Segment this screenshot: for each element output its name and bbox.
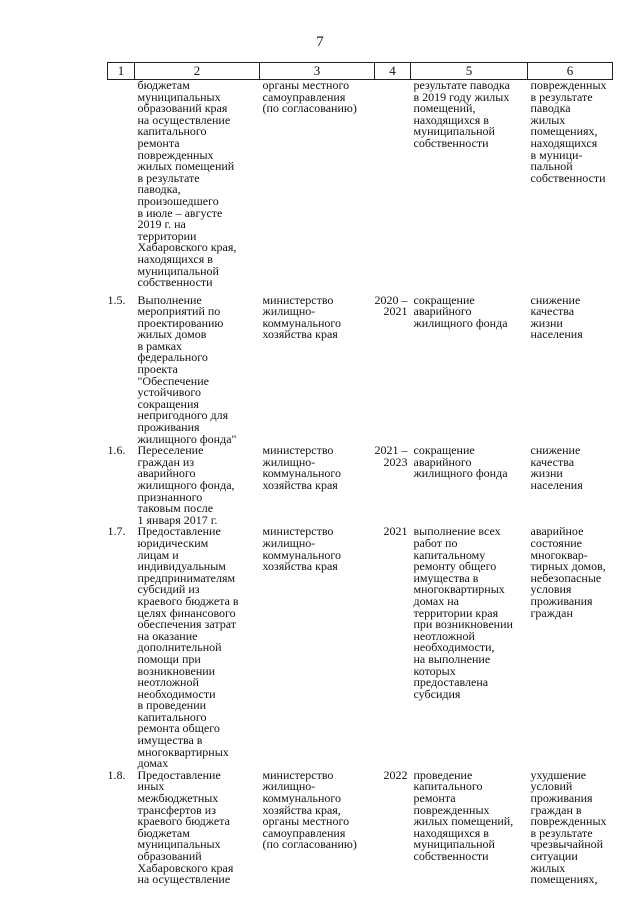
- header-col-5: 5: [411, 63, 528, 80]
- table-row: [108, 80, 613, 295]
- measure-cell: Предоставление юридическим лицам и индивидуальным предпринимателям субсидий из краевого бюджета в целях финансового обеспечения затрат на оказание дополнительной помощи при возникновении неотложной необходимости в проведении капитального ремонта общего имущества в многоквартирных домах: [137, 524, 239, 771]
- result-cell: сокращение аварийного жилищного фонда: [413, 443, 508, 481]
- executor-cell: министерство жилищно- коммунального хозяйства края: [262, 443, 342, 492]
- table-row: [108, 770, 613, 886]
- header-col-4: 4: [375, 63, 411, 80]
- result-cell: выполнение всех работ по капитальному ремонту общего имущества в многоквартирных домах на территории края при возникновении неотложной необходимости, на выполнение которых предоставлена субсидия: [413, 524, 513, 701]
- consequence-cell: снижение качества жизни населения: [530, 292, 583, 342]
- header-col-3: 3: [260, 63, 375, 80]
- consequence-cell: аварийное состояние многоквар- тирных домов, небезопасные условия проживания граждан: [530, 524, 606, 620]
- consequence-cell: снижение качества жизни населения: [530, 443, 583, 492]
- measure-cell: Переселение граждан из аварийного жилищного фонда, признанного таковым после 1 января 2017 г.: [137, 443, 235, 527]
- table-row: [108, 526, 613, 769]
- row-number: 1.5.: [107, 292, 126, 307]
- executor-cell: министерство жилищно- коммунального хозяйства края, органы местного самоуправления (по согласованию): [262, 767, 357, 852]
- term-cell: 2021: [383, 524, 408, 539]
- executor-cell: министерство жилищно- коммунального хозяйства края: [262, 292, 342, 342]
- measures-table: [107, 62, 613, 886]
- result-cell: сокращение аварийного жилищного фонда: [413, 292, 508, 330]
- row-number: [108, 80, 135, 295]
- measure-cell: бюджетам муниципальных образований края на осуществление капитального ремонта поврежденных жилых помещений в результате паводка, произошедшего в июле – августе 2019 г. на территории Хабаровского края, находящихся в муниципальной собственности: [137, 78, 237, 290]
- term-cell: 2021 – 2023: [374, 443, 408, 469]
- header-col-1: 1: [108, 63, 135, 80]
- page-number: 7: [316, 34, 324, 50]
- header-col-2: 2: [135, 63, 260, 80]
- result-cell: проведение капитального ремонта поврежденных жилых помещений, находящихся в муниципальной собственности: [413, 767, 514, 863]
- executor-cell: министерство жилищно- коммунального хозяйства края: [262, 524, 342, 574]
- term-cell: 2020 – 2021: [374, 292, 408, 319]
- measure-cell: Выполнение мероприятий по проектированию жилых домов в рамках федерального проекта "Обеспечение устойчивого сокращения непригодного для проживания жилищного фонда": [137, 292, 237, 446]
- table-header-row: [108, 63, 613, 80]
- consequence-cell: поврежденных в результате паводка жилых помещениях, находящихся в муници- пальной собственности: [530, 78, 607, 185]
- result-cell: результате паводка в 2019 году жилых помещений, находящихся в муниципальной собственности: [413, 78, 510, 150]
- row-number: 1.6.: [107, 443, 126, 458]
- table-row: [108, 445, 613, 526]
- executor-cell: органы местного самоуправления (по согласованию): [262, 78, 357, 116]
- table-row: [108, 295, 613, 446]
- row-number: 1.7.: [107, 524, 126, 539]
- term-cell: 2022: [383, 767, 408, 782]
- header-col-6: 6: [528, 63, 613, 80]
- measure-cell: Предоставление иных межбюджетных трансфертов из краевого бюджета бюджетам муниципальных образований Хабаровского края на осуществление: [137, 767, 234, 887]
- consequence-cell: ухудшение условий проживания граждан в поврежденных в результате чрезвычайной ситуации жилых помещениях,: [530, 767, 607, 887]
- term-cell: [375, 80, 411, 295]
- row-number: 1.8.: [107, 767, 126, 782]
